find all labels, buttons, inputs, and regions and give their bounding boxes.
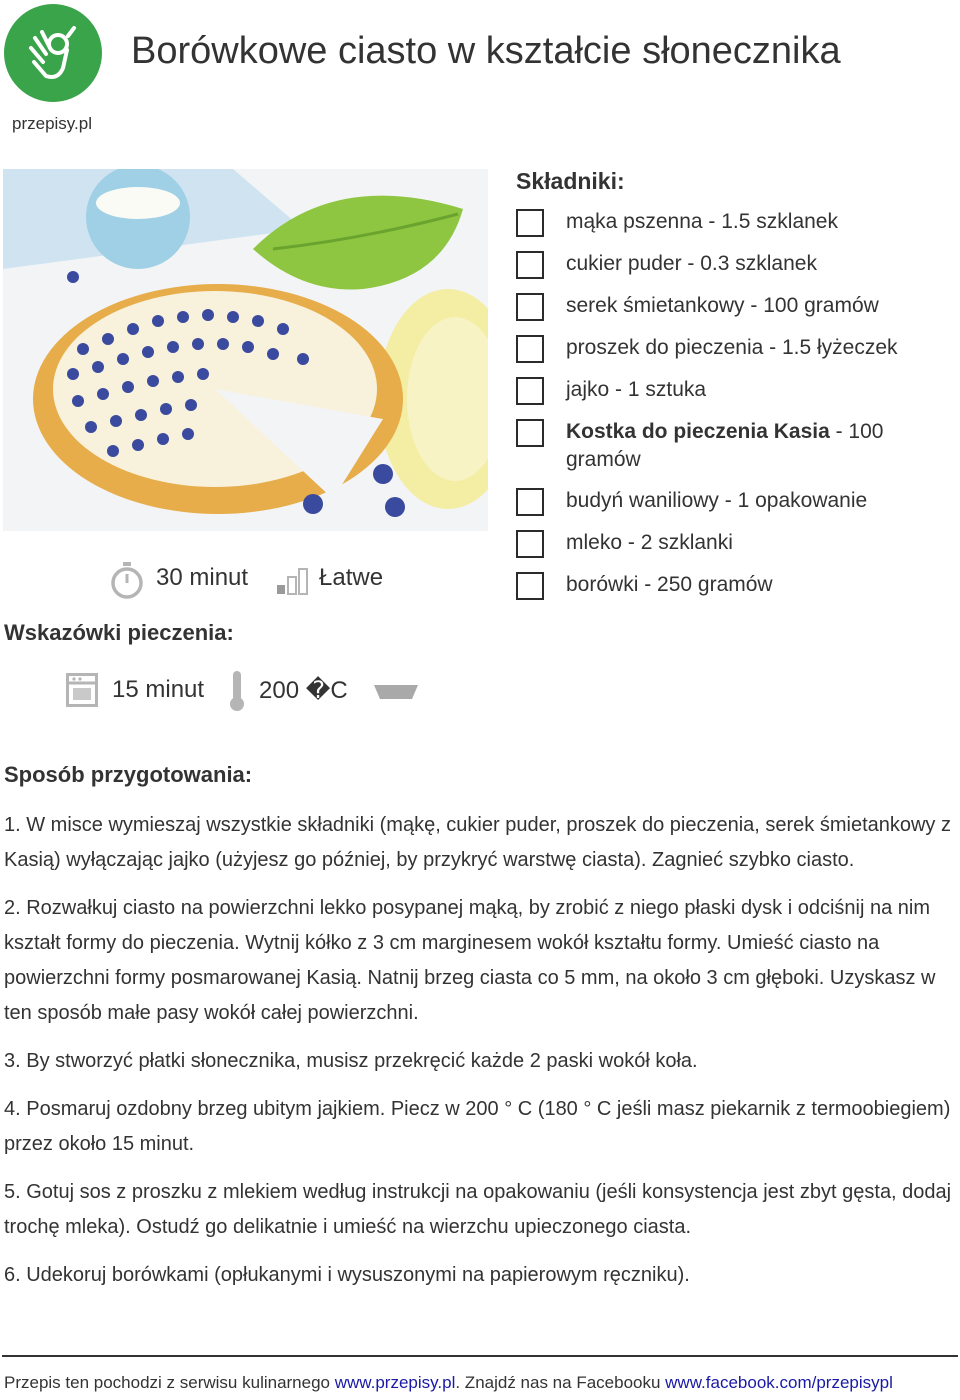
ingredient-text — [566, 418, 956, 474]
oven-icon — [66, 673, 98, 712]
footer-text: Przepis ten pochodzi z serwisu kulinarnego — [4, 1373, 335, 1392]
preparation-step: 5. Gotuj sos z proszku z mlekiem według instrukcji na opakowaniu (jeśli konsystencja jest zbyt gęsta, dodaj trochę mleka). Ostudź go delikatnie i umieść na wierzchu upieczonego ciasta. — [4, 1181, 952, 1238]
preparation-heading: Sposób przygotowania: — [4, 762, 253, 787]
ingredient-text — [566, 208, 838, 236]
ingredient-name: serek śmietankowy — [566, 294, 745, 317]
ingredient-item — [516, 250, 956, 279]
ingredient-text — [566, 250, 817, 278]
prep-time: 30 minut — [156, 564, 249, 591]
ingredients-list — [516, 208, 956, 613]
ingredient-amount: - 1.5 szklanek — [702, 210, 838, 233]
ingredient-amount: - 0.3 szklanek — [681, 252, 817, 275]
footer — [4, 1373, 893, 1393]
ingredient-name: cukier puder — [566, 252, 682, 275]
brand-name: przepisy.pl — [12, 114, 92, 133]
preparation-step: 1. W misce wymieszaj wszystkie składniki (mąkę, cukier puder, proszek do pieczenia, serek śmietankowy z Kasią) wyłączając jajko (użyjesz go później, by przykryć warstwę ciasta). Zagnieć szybko ciasto. — [4, 814, 951, 871]
ingredient-text — [566, 487, 867, 515]
preparation-step: 4. Posmaruj ozdobny brzeg ubitym jajkiem. Piecz w 200 ° C (180 ° C jeśli masz piekarnik z termoobiegiem) przez około 15 minut. — [4, 1098, 951, 1155]
site-link[interactable]: www.przepisy.pl — [334, 1373, 456, 1392]
ingredient-amount: - 100 gramów — [744, 294, 879, 317]
baking-time: 15 minut — [112, 676, 205, 703]
ingredient-amount: - 2 szklanki — [622, 531, 733, 554]
blueberry-tart-photo — [3, 169, 488, 531]
ingredient-text — [566, 292, 879, 320]
ingredient-checkbox[interactable] — [516, 209, 544, 237]
preparation-step: 3. By stworzyć płatki słonecznika, musisz przekręcić każde 2 paski wokół koła. — [4, 1050, 698, 1072]
baking-heading: Wskazówki pieczenia: — [4, 620, 234, 645]
ingredient-amount: - 1 opakowanie — [718, 489, 868, 512]
facebook-link[interactable]: www.facebook.com/przepisypl — [665, 1373, 893, 1392]
preparation-steps — [4, 808, 954, 1306]
difficulty-level: Łatwe — [319, 564, 384, 591]
ingredient-item — [516, 529, 956, 558]
ingredient-name: borówki — [566, 573, 639, 596]
ingredient-name: mąka pszenna — [566, 210, 703, 233]
ingredient-checkbox[interactable] — [516, 488, 544, 516]
ingredient-item — [516, 376, 956, 405]
ingredient-amount: - 1.5 łyżeczek — [763, 336, 898, 359]
difficulty-bars-icon — [276, 567, 310, 600]
footer-text-middle: . Znajdź nas na Facebooku — [455, 1373, 666, 1392]
ingredient-item — [516, 571, 956, 600]
ingredient-text — [566, 571, 773, 599]
ingredient-name: budyń waniliowy — [566, 489, 719, 512]
footer-divider — [2, 1355, 958, 1357]
ingredient-name: proszek do pieczenia — [566, 336, 764, 359]
ingredient-checkbox[interactable] — [516, 377, 544, 405]
ingredient-checkbox[interactable] — [516, 419, 544, 447]
baking-dish-icon — [374, 684, 418, 705]
ingredient-name: Kostka do pieczenia Kasia — [566, 420, 830, 443]
ingredient-text — [566, 376, 706, 404]
baking-temperature: 200 �C — [259, 677, 348, 704]
ingredient-item — [516, 418, 956, 474]
thermometer-icon — [228, 670, 246, 717]
ingredient-checkbox[interactable] — [516, 572, 544, 600]
ingredient-text — [566, 334, 898, 362]
ingredient-name: mleko — [566, 531, 623, 554]
preparation-step: 2. Rozwałkuj ciasto na powierzchni lekko posypanej mąką, by zrobić z niego płaski dysk i odciśnij na nim kształt formy do pieczenia. Wytnij kółko z 3 cm marginesem wokół kształtu formy. Umieść ciasto na powierzchni formy posmarowanej Kasią. Natnij brzeg ciasta co 5 mm, na około 3 cm głęboki. Uzyskasz w ten sposób małe pasy wokół całej powierzchni. — [4, 897, 936, 1024]
ingredient-item — [516, 487, 956, 516]
ingredient-item — [516, 292, 956, 321]
ingredient-item — [516, 208, 956, 237]
ingredient-checkbox[interactable] — [516, 335, 544, 363]
ingredient-amount: - 250 gramów — [638, 573, 773, 596]
ingredient-checkbox[interactable] — [516, 293, 544, 321]
ingredient-checkbox[interactable] — [516, 251, 544, 279]
page-title: Borówkowe ciasto w kształcie słonecznika — [131, 30, 841, 72]
ingredient-amount: - 1 sztuka — [609, 378, 707, 401]
ingredient-checkbox[interactable] — [516, 530, 544, 558]
stopwatch-icon — [110, 561, 144, 604]
ingredient-item — [516, 334, 956, 363]
ingredient-name: jajko — [566, 378, 610, 401]
ingredient-amount: - 100 gramów — [566, 420, 884, 471]
ingredients-heading: Składniki: — [516, 168, 625, 194]
ok-hand-icon — [4, 4, 102, 102]
preparation-step: 6. Udekoruj borówkami (opłukanymi i wysuszonymi na papierowym ręczniku). — [4, 1264, 690, 1286]
ingredient-text — [566, 529, 733, 557]
